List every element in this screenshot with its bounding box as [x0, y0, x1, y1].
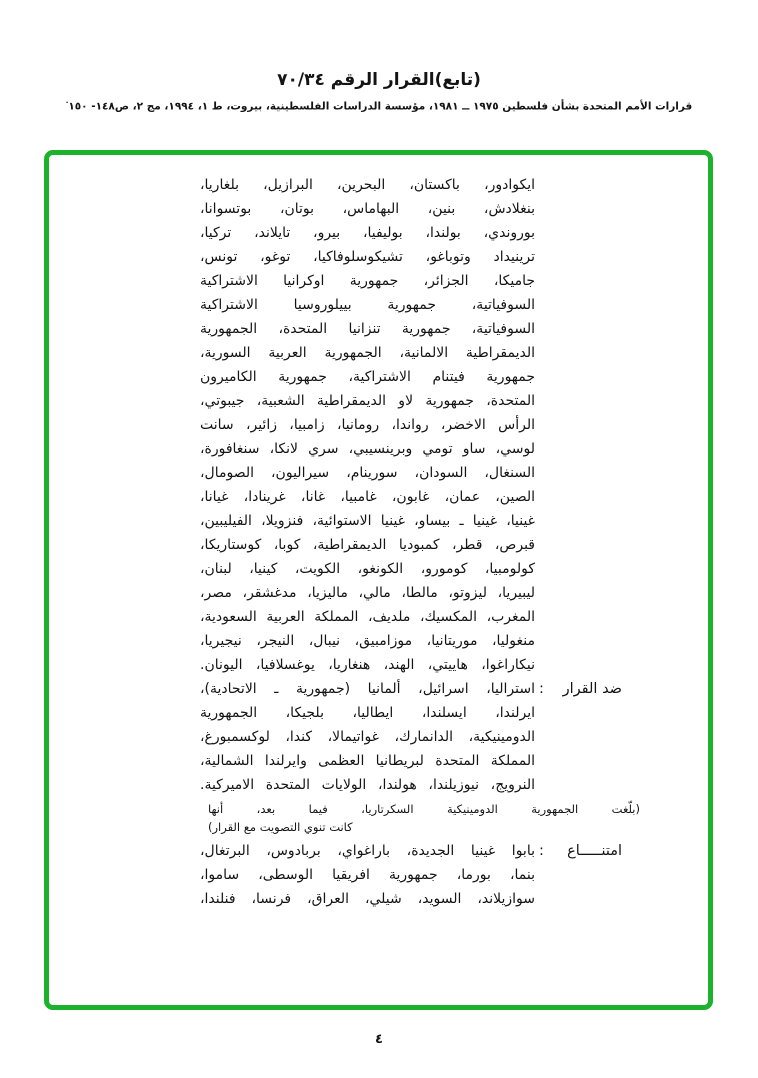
- text-line: بابوا غينيا الجديدة، باراغواي، بربادوس، البرتغال،: [200, 843, 535, 859]
- page-number: ٤: [375, 1032, 383, 1047]
- secretariat-note: [208, 800, 640, 836]
- in-favor-country-list: [200, 173, 535, 677]
- text-line: بنما، بورما، جمهورية افريقيا الوسطى، ساموا،: [200, 867, 535, 883]
- against-label: ضد القرار: [562, 681, 622, 697]
- text-line: لوسي، ساو تومي وبرينسيبي، سري لانكا، سنغافورة،: [200, 441, 535, 457]
- text-line: ايكوادور، باكستان، البحرين، البرازيل، بلغاريا،: [200, 177, 535, 193]
- abstain-country-list: [200, 839, 535, 911]
- text-line: السوفياتية، جمهورية بييلوروسيا الاشتراكية: [200, 297, 535, 313]
- text-line: منغوليا، موريتانيا، موزامبيق، نيبال، النيجر، نيجيريا،: [200, 633, 535, 649]
- against-country-list: [200, 677, 535, 797]
- text-line: الصين، عمان، غابون، غامبيا، غانا، غرينادا، غيانا،: [200, 489, 535, 505]
- text-line: كولومبيا، كومورو، الكونغو، الكويت، كينيا، لبنان،: [200, 561, 535, 577]
- text-line: السوفياتية، جمهورية تنزانيا المتحدة، الجمهورية: [200, 321, 535, 337]
- against-label-cell: [535, 677, 708, 797]
- text-line: سوازيلاند، السويد، شيلي، العراق، فرنسا، فنلندا،: [200, 891, 535, 907]
- text-line: النرويج، نيوزيلندا، هولندا، الولايات المتحدة الاميركية.: [200, 777, 535, 793]
- vote-label-cell-empty: [535, 173, 708, 677]
- text-line: كانت تنوي التصويت مع القرار): [208, 820, 353, 834]
- source-citation: [0, 99, 758, 113]
- text-line: ليبيريا، ليزوتو، مالطا، مالي، ماليزيا، مدغشقر، مصر،: [200, 585, 535, 601]
- abstain-label: امتنـــــاع: [567, 843, 622, 859]
- abstain-label-cell: [535, 839, 708, 911]
- text-line: نيكاراغوا، هاييتي، الهند، هنغاريا، يوغسلافيا، اليونان.: [200, 657, 535, 673]
- text-line: المتحدة، جمهورية لاو الديمقراطية الشعبية، جيبوتي،: [200, 393, 535, 409]
- text-line: المملكة المتحدة لبريطانيا العظمى وايرلندا الشمالية،: [200, 753, 535, 769]
- text-line: ايرلندا، ايسلندا، ايطاليا، بلجيكا، الجمهورية: [200, 705, 535, 721]
- text-line: الديمقراطية الالمانية، الجمهورية العربية السورية،: [200, 345, 535, 361]
- text-line: بنغلادش، بنين، البهاماس، بوتان، بوتسوانا،: [200, 201, 535, 217]
- text-line: جمهورية فيتنام الاشتراكية، جمهورية الكاميرون: [200, 369, 535, 385]
- footnote-mark: ·: [65, 99, 69, 107]
- resolution-title: (تابع)القرار الرقم ٧٠/٣٤: [277, 70, 481, 90]
- text-line: جاميكا، الجزائر، جمهورية اوكرانيا الاشتراكية: [200, 273, 535, 289]
- text-line: الدومينيكية، الدانمارك، غواتيمالا، كندا، لوكسمبورغ،: [200, 729, 535, 745]
- vote-block-in-favor-continuation: [49, 173, 708, 677]
- text-line: الرأس الاخضر، رواندا، رومانيا، زامبيا، زائير، سانت: [200, 417, 535, 433]
- source-citation-text: قرارات الأمم المتحدة بشأن فلسطين ١٩٧٥ ــ ١٩٨١، مؤسسة الدراسات الفلسطينية، بيروت، ط ١، ١٩٩٤، مج ٢، ص١٤٨- ١٥٠: [68, 100, 693, 113]
- abstain-colon: :: [539, 843, 544, 859]
- text-line: المغرب، المكسيك، ملديف، المملكة العربية السعودية،: [200, 609, 535, 625]
- text-line: غينيا، غينيا ـ بيساو، غينيا الاستوائية، فنزويلا، الفيليبين،: [200, 513, 535, 529]
- text-line: ترينيداد وتوباغو، تشيكوسلوفاكيا، توغو، تونس،: [200, 249, 535, 265]
- text-line: السنغال، السودان، سورينام، سيراليون، الصومال،: [200, 465, 535, 481]
- text-line: قبرص، قطر، كمبوديا الديمقراطية، كوبا، كوستاريكا،: [200, 537, 535, 553]
- vote-block-abstain: [49, 839, 708, 911]
- decision-box: [44, 150, 713, 1010]
- against-colon: :: [539, 681, 544, 697]
- text-line: (بلّغت الجمهورية الدومينيكية السكرتاريا، فيما بعد، أنها: [208, 802, 640, 816]
- text-line: بوروندي، بولندا، بوليفيا، بيرو، تايلاند، تركيا،: [200, 225, 535, 241]
- text-line: استراليا، اسرائيل، ألمانيا (جمهورية ـ الاتحادية)،: [200, 681, 535, 697]
- vote-block-against: [49, 677, 708, 797]
- page-header: [0, 70, 758, 113]
